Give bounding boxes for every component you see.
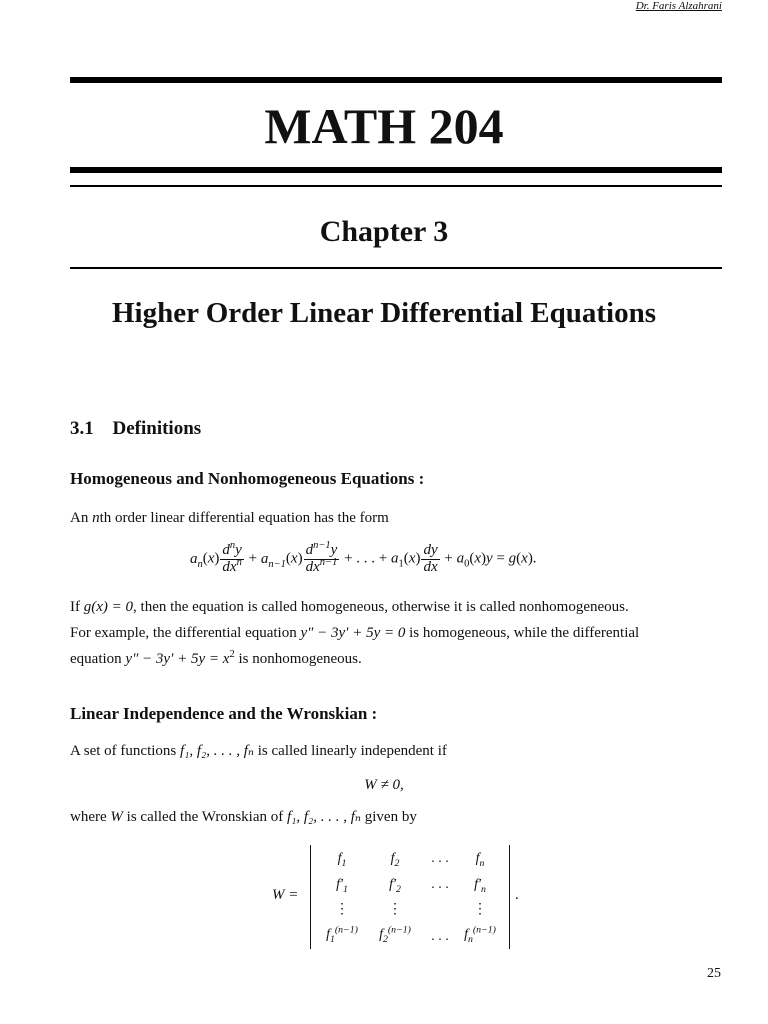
paragraph-line-3: equation $y'' - 3y' + 5y = x^2$ is nonhomogeneous. (70, 649, 362, 667)
intro-text: An nth order linear differential equation has the form (70, 510, 389, 526)
title-top-rule (70, 77, 722, 83)
course-title: MATH 204 (264, 98, 504, 154)
section-number: 3.1 (70, 418, 94, 439)
intro-variable: n (92, 510, 100, 526)
wronskian-matrix: $f_1$ $f_2$ . . . $f_n$ $f'_1$ $f'_2$ . . . $f'_n$ ⋮ ⋮ ⋮ $f_1^{(n-1)}$ $f_2^{(n-1)}$ . . . $f_n^{(n-1)}$ (326, 851, 496, 945)
chapter-label: Chapter 3 (319, 215, 449, 248)
wronskian-condition: W ≠ 0, (364, 777, 404, 793)
title-bottom-rule-thick (70, 167, 722, 173)
title-bottom-rule-thin (70, 185, 722, 187)
chapter-title: Higher Order Linear Differential Equations (111, 297, 657, 329)
section-title: Definitions (112, 418, 202, 439)
wronskian-definition-text: where W is called the Wronskian of f₁, f₂, . . . , fₙ given by (70, 809, 417, 825)
subsection-homogeneous-title: Homogeneous and Nonhomogeneous Equations : (70, 469, 425, 488)
header-author: Dr. Faris Alzahrani (635, 0, 722, 12)
paragraph-line-1: If g(x) = 0, then the equation is called homogeneous, otherwise it is called nonhomogeneous. (70, 599, 629, 615)
independence-text: A set of functions f₁, f₂, . . . , fₙ is called linearly independent if (70, 743, 447, 759)
chapter-rule (70, 267, 722, 269)
page-number: 25 (707, 966, 721, 981)
homogeneous-paragraph (70, 594, 722, 672)
section-heading (70, 416, 201, 442)
wronskian-period: . (515, 887, 519, 903)
paragraph-line-2: For example, the differential equation y″ − 3y′ + 5y = 0 is homogeneous, while the differential (70, 625, 640, 641)
general-ode-equation: $a_n(x)$ $\frac{d^ny}{dx^n}$ + $a_{n-1}(x)$ $\frac{d^{n-1}y}{dx^{n-1}}$ + . . . + $a_1(x)$ $\frac{dy}{dx}$ + $a_0(x)y = g(x)$. (190, 540, 537, 575)
wronskian-lhs: W = (272, 887, 299, 903)
subsection-wronskian-title: Linear Independence and the Wronskian : (70, 704, 378, 723)
